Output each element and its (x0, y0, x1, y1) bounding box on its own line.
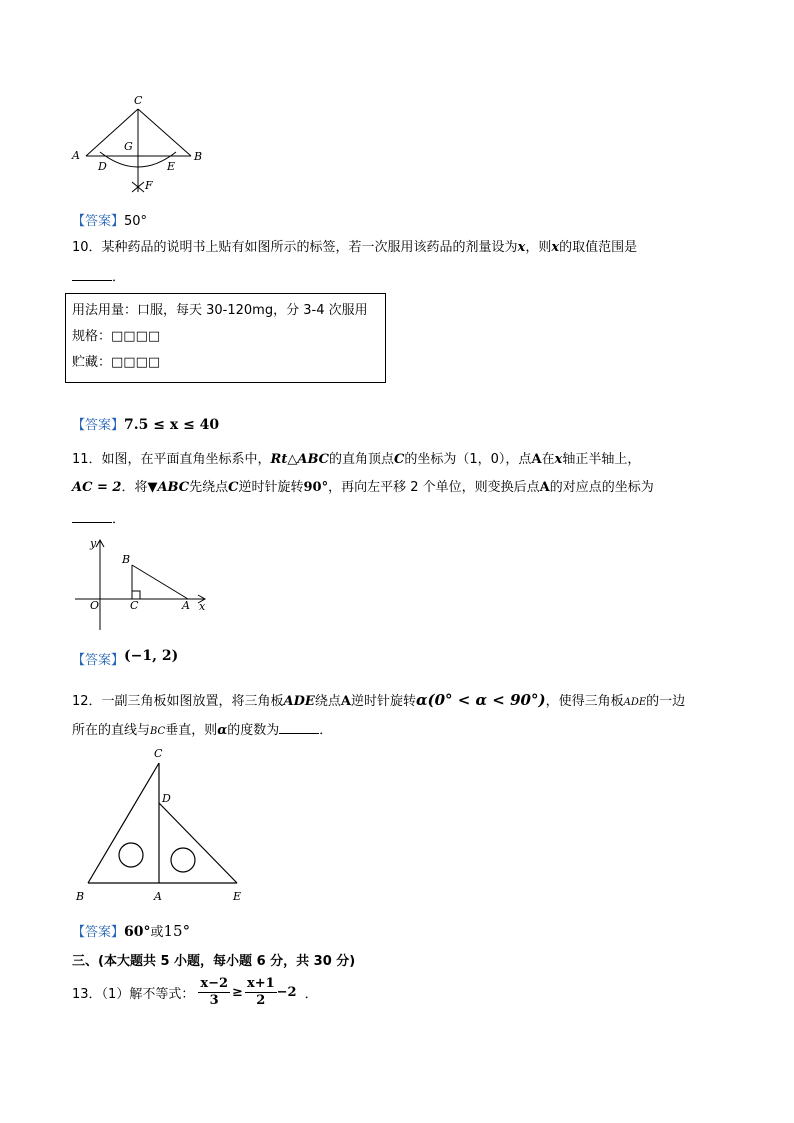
svg-text:A: A (154, 890, 162, 903)
answer-q10: 【答案】7.5 ≤ x ≤ 40 (72, 417, 220, 433)
answer-value: 7.5 ≤ x ≤ 40 (124, 417, 220, 433)
drug-label-box (65, 293, 386, 383)
answer-q11: 【答案】(−1, 2) (72, 648, 179, 668)
label-G: G (124, 140, 133, 153)
figure-q11 (70, 535, 220, 635)
figure-q9 (66, 92, 216, 197)
figure-q12 (70, 745, 255, 910)
answer-value: 50° (124, 214, 148, 229)
question-10: 10．某种药品的说明书上贴有如图所示的标签，若一次服用该药品的剂量设为x，则x的取值范围是 (72, 240, 638, 255)
svg-text:x: x (199, 600, 206, 613)
label-A: A (72, 149, 80, 162)
svg-text:C: C (130, 599, 139, 612)
question-13: 13．（1）解不等式： $\frac{x-2}{3}$ ≥ $\frac{x+1}{2}$ −2 ． (72, 976, 318, 1008)
answer-value: (−1, 2) (124, 648, 179, 664)
svg-text:B: B (76, 890, 85, 903)
answer-q9 (72, 210, 147, 229)
label-C: C (134, 94, 143, 107)
label-E: E (167, 160, 176, 173)
answer-q12: 【答案】60°或15° (72, 922, 191, 940)
answer-tag: 【答案】 (72, 214, 125, 229)
svg-text:B: B (122, 553, 131, 566)
answer-blank-q11: ． (72, 508, 125, 527)
section-3-title: 三、(本大题共 5 小题，每小题 6 分，共 30 分) (72, 954, 356, 969)
label-B: B (194, 150, 203, 163)
label-F: F (145, 179, 153, 192)
question-11: 11．如图，在平面直角坐标系中，Rt△ABC的直角顶点C的坐标为（1，0），点A在x轴正半轴上， AC = 2．将▼ABC先绕点C逆时针旋转90°，再向左平移 2 个单位，则变换后点A的对应点的坐标为 (72, 452, 654, 495)
label-line-spec: 规格：□□□□ (72, 329, 161, 344)
label-line-usage: 用法用量：口服，每天 30-120mg，分 3-4 次服用 (72, 303, 368, 318)
svg-text:A: A (182, 599, 190, 612)
label-line-storage: 贮藏：□□□□ (72, 355, 161, 370)
svg-text:y: y (90, 537, 97, 550)
question-12: 12．一副三角板如图放置，将三角板ADE绕点A逆时针旋转α(0° < α < 90°)，使得三角板ADE的一边 所在的直线与BC垂直，则α的度数为 ． (72, 691, 686, 738)
svg-text:D: D (162, 792, 171, 805)
svg-text:E: E (233, 890, 242, 903)
svg-text:O: O (90, 599, 100, 612)
answer-blank-q10: ． (72, 266, 125, 285)
label-D: D (98, 160, 107, 173)
svg-text:C: C (154, 747, 163, 760)
